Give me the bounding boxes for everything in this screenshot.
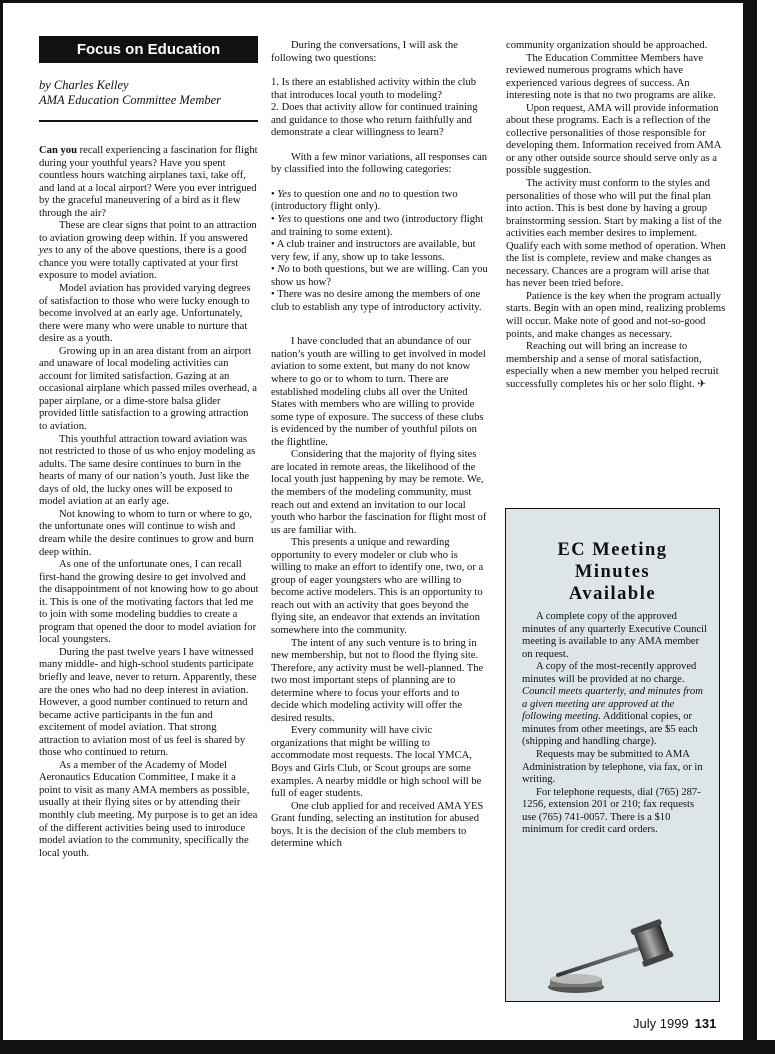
paragraph: Reaching out will bring an increase to membership and a sense of moral satisfaction, especially when a new member you helped recruit successfully completes his or her solo flight. ✈ bbox=[506, 341, 719, 390]
list-item: • Yes to question one and no to question two (introductory flight only). bbox=[271, 188, 458, 213]
question-list bbox=[271, 77, 489, 140]
response-list bbox=[271, 189, 489, 314]
article-column-2 bbox=[271, 40, 489, 851]
sidebar-body bbox=[522, 611, 708, 837]
paragraph: Patience is the key when the program actually starts. Begin with an open mind, realizing problems will occur. Make note of good and not-so-good points, and make changes as necessary. bbox=[506, 290, 726, 340]
paragraph: Requests may be submitted to AMA Administration by telephone, via fax, or in writing. bbox=[522, 749, 703, 786]
paragraph: During the past twelve years I have witnessed many middle- and high-school students participate briefly and leave, never to return. Apparently, these are the ones who had no deep interest in aviation. However, a good number continued to return and became active participants in the fun and excitement of model aviation. That strong attraction to aviation most of us feel is shared by those who continued to return. bbox=[39, 646, 257, 759]
paragraph: As a member of the Academy of Model Aeronautics Education Committee, I make it a point to visit as many AMA members as possible, usually at their flying sites or by attending their monthly club meeting. My purpose is to get an idea of the different activities being used to introduce model aviation to the community, specifically the local youth. bbox=[39, 759, 258, 859]
list-item: 2. Does that activity allow for continued training and guidance to those who return faithfully and demonstrate a clear willingness to learn? bbox=[271, 102, 478, 139]
paragraph: As one of the unfortunate ones, I can recall first-hand the growing desire to get involved and the disappointment of not knowing how to go about it. This is one of the motivating factors that led me to join with some modeling buddies to create a program that opened the door to model aviation for local youngsters. bbox=[39, 559, 259, 646]
list-item: • There was no desire among the members of one club to establish any type of introductory activity. bbox=[271, 289, 482, 313]
paragraph: community organization should be approached. bbox=[506, 40, 708, 51]
paragraph: For telephone requests, dial (765) 287-1256, extension 201 or 210; fax requests use (765) 741-0057. There is a $10 minimum for credit card orders. bbox=[522, 786, 701, 836]
page-number: 131 bbox=[694, 1016, 717, 1031]
list-item: 1. Is there an established activity within the club that introduces local youth to modeling? bbox=[271, 77, 477, 101]
paragraph: Can you recall experiencing a fascination for flight during your youthful years? Have you spent countless hours watching airplanes taxi, take off, and land at a local airport? Were you ever intrigued by the graceful maneuvering of a bird as it flew through the air? bbox=[39, 145, 258, 219]
byline-role: AMA Education Committee Member bbox=[39, 93, 222, 107]
end-mark-icon: ✈ bbox=[697, 378, 707, 390]
paragraph: Model aviation has provided varying degrees of satisfaction to those who were lucky enough to become involved at an early age. Unfortunately, there were many who were unable to nurture that desire as a youth. bbox=[39, 283, 251, 345]
paragraph: Every community will have civic organizations that might be willing to accommodate most requests. The local YMCA, Boys and Girls Club, or Scout groups are some examples. A nearby middle or high school will be full of eager students. bbox=[271, 725, 482, 800]
paragraph: This presents a unique and rewarding opportunity to every modeler or club who is willing to make an effort to identify one, two, or a group of eager youngsters who are willing to become active modelers. This is an opportunity to reach out with an activity that goes beyond the flying site, an endeavor that extends an invitation somewhere into the community. bbox=[271, 537, 484, 636]
page-footer bbox=[633, 1016, 716, 1031]
sidebar-title: EC Meeting Minutes Available bbox=[557, 540, 668, 604]
paragraph: With a few minor variations, all responses can by classified into the following categories: bbox=[271, 151, 488, 176]
article-column-3 bbox=[506, 40, 726, 391]
paragraph: A copy of the most-recently approved minutes will be provided at no charge. Council meets quarterly, and minutes from a given meeting are approved at the following meeting. Additional copies, or minutes from other meetings, are $5 each (shipping and handling charge). bbox=[522, 661, 703, 748]
issue-date: July 1999 bbox=[633, 1016, 689, 1031]
paragraph: Considering that the majority of flying sites are located in remote areas, the likelihood of the local youth just happening by may be remote. We, the members of the modeling community, must reach out and extend an invitation to our local youth who harbor the fascination for flight most of us are familiar with. bbox=[271, 449, 487, 536]
lead-in: Can you bbox=[39, 145, 77, 156]
paragraph: Upon request, AMA will provide information about these programs. Each is a reflection of the collective personalities of those responsible for developing them. Information received from AMA or any other outside source should serve only as a possible suggestion. bbox=[506, 102, 721, 177]
byline bbox=[39, 78, 258, 108]
article-column-1 bbox=[39, 145, 259, 860]
section-banner: Focus on Education bbox=[39, 36, 258, 63]
paragraph: I have concluded that an abundance of our nation’s youth are willing to get involved in model aviation to some extent, but many do not know where to go or to whom to turn. There are established modeling clubs all over the United States with members who are willing to provide some type of exposure. The success of these clubs is evidenced by the number of youthful pilots on the flightline. bbox=[271, 336, 486, 448]
paragraph: During the conversations, I will ask the following two questions: bbox=[271, 40, 458, 64]
paragraph: This youthful attraction toward aviation was not restricted to those of us who enjoy modeling as adults. The same desire continues to burn in the hearts of many of our nation’s youth. Just like the days of old, the lucky ones will be exposed to model aviation at an early age. bbox=[39, 433, 256, 508]
paragraph: One club applied for and received AMA YES Grant funding, selecting an institution for abused boys. It is the decision of the club members to determine which bbox=[271, 800, 484, 850]
paragraph: Growing up in an area distant from an airport and unaware of local modeling activities can account for limited satisfaction. Gazing at an occasional airplane which passed miles overhead, a paper airplane, or a dime-store balsa glider provided little satisfaction to a growing attraction to aviation. bbox=[39, 345, 257, 433]
paragraph: Not knowing to whom to turn or where to go, the unfortunate ones will continue to wish and dream while the desire continues to grow and burn deep within. bbox=[39, 508, 254, 558]
paragraph: The activity must conform to the styles and personalities of those who will put the final plan into action. This is best done by having a group brainstorming session. Start by making a list of the activities each member desires to implement. Qualify each with some method of operation. When the list is complete, review and make changes as necessary. Chances are a program will arise that has never been tried before. bbox=[506, 178, 726, 290]
divider-rule bbox=[39, 120, 258, 122]
paragraph: These are clear signs that point to an attraction to aviation growing deep within. If you answered yes to any of the above questions, there is a good chance you were totally captivated at your first exposure to model aviation. bbox=[39, 220, 257, 282]
byline-author: by Charles Kelley bbox=[39, 78, 129, 92]
paragraph: The Education Committee Members have reviewed numerous programs which have experienced various degrees of success. An interesting note is that no two programs are alike. bbox=[506, 52, 716, 102]
paragraph: The intent of any such venture is to bring in new membership, but not to flood the flying site. Therefore, any activity must be well-planned. The two most important steps of planning are to determine where to focus your efforts and to decide which modeling activity will offer the desired results. bbox=[271, 637, 484, 724]
paragraph: A complete copy of the approved minutes of any quarterly Executive Council meeting is available to any AMA member on request. bbox=[522, 611, 708, 660]
ec-minutes-sidebar bbox=[505, 508, 720, 1002]
list-item: • No to both questions, but we are willing. Can you show us how? bbox=[271, 264, 488, 288]
page-border-bottom bbox=[0, 1040, 775, 1054]
list-item: • Yes to questions one and two (introductory flight and training to some extent). bbox=[271, 214, 484, 238]
list-item: • A club trainer and instructors are available, but very few, if any, show up to take lessons. bbox=[271, 239, 476, 263]
gavel-icon bbox=[544, 917, 684, 997]
